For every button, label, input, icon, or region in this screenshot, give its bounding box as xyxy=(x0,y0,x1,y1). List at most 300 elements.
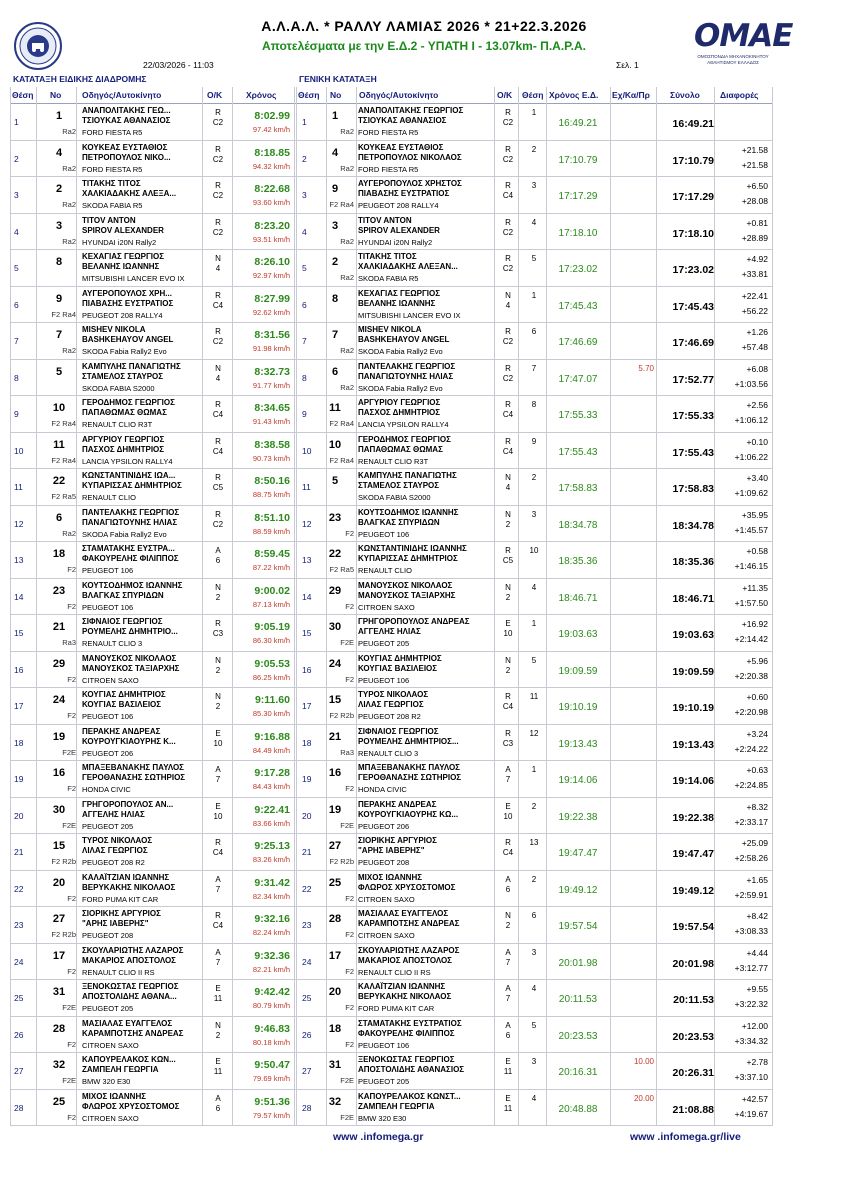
codriver-name: ΚΥΠΑΡΙΣΣΑΣ ΔΗΜΗΤΡΙΟΣ xyxy=(82,481,182,490)
driver-name: ΞΕΝΟΚΩΣΤΑΣ ΓΕΩΡΓΙΟΣ xyxy=(82,982,179,991)
overall-class-label: F2E xyxy=(340,1112,354,1122)
overall-group-letter: E xyxy=(505,619,511,628)
overall-group-letter: E xyxy=(505,801,511,811)
driver-name: ΚΑΛΑΪΤΖΙΑΝ ΙΩΑΝΝΗΣ xyxy=(82,872,170,882)
table-row[interactable] xyxy=(10,360,772,397)
stage-position: 13 xyxy=(14,555,24,565)
table-row[interactable] xyxy=(10,1090,772,1127)
codriver-name: SPIROV ALEXANDER xyxy=(82,225,164,235)
overall-codriver-name: ΠΑΣΧΟΣ ΔΗΜΗΤΡΙΟΣ xyxy=(358,408,441,417)
overall-car-number: 25 xyxy=(328,876,342,889)
stage-time: 9:17.28 xyxy=(254,767,290,779)
class-label: Ra2 xyxy=(62,528,76,538)
overall-driver-name: ΓΡΗΓΟΡΟΠΟΥΛΟΣ ΑΝΔΡΕΑΣ xyxy=(358,617,470,626)
diff-leader: +1:09.62 xyxy=(734,488,768,498)
class-label: F2 xyxy=(67,893,76,903)
class-label: F2E xyxy=(62,1003,76,1012)
overall-group-class: C2 xyxy=(502,227,514,237)
group-class: 7 xyxy=(215,884,221,894)
overall-car-model: PEUGEOT 106 xyxy=(358,675,410,685)
overall-group-class: C2 xyxy=(502,118,514,127)
codriver-name: ΑΓΓΕΛΗΣ ΗΛΙΑΣ xyxy=(82,809,145,819)
total-time: 19:09.59 xyxy=(672,665,714,678)
overall-stage-time: 17:55.43 xyxy=(558,446,598,458)
stage-time: 9:25.13 xyxy=(254,840,290,852)
codriver-name: ΛΙΛΑΣ ΓΕΩΡΓΙΟΣ xyxy=(82,846,148,855)
total-time: 20:11.53 xyxy=(673,994,714,1006)
total-time: 19:47.47 xyxy=(672,848,714,860)
overall-group-class: 4 xyxy=(505,300,511,310)
overall-position: 25 xyxy=(302,993,312,1003)
overall-driver-name: ΣΙΟΡΙΚΗΣ ΑΡΓΥΡΙΟΣ xyxy=(358,836,437,845)
table-row[interactable] xyxy=(10,104,772,141)
overall-car-model: CITROEN SAXO xyxy=(358,894,415,904)
grid-line xyxy=(296,87,297,1126)
table-row[interactable] xyxy=(10,177,772,214)
grid-line xyxy=(494,87,495,1126)
overall-group-letter: R xyxy=(505,327,511,336)
group-class: 2 xyxy=(215,592,221,602)
overall-codriver-name: ΠΙΑΒΑΣΗΣ ΕΥΣΤΡΑΤΙΟΣ xyxy=(358,189,450,198)
table-row[interactable] xyxy=(10,834,772,871)
car-model: PEUGEOT 208 R2 xyxy=(82,858,145,867)
group-letter: R xyxy=(215,400,221,409)
car-model: RENAULT CLIO II RS xyxy=(82,967,155,977)
page-subtitle: Αποτελέσματα με την Ε.Δ.2 - ΥΠΑΤΗ Ι - 13.07km- Π.Α.Ρ.Α. xyxy=(262,39,586,53)
class-position: 9 xyxy=(531,436,537,446)
diff-leader: +21.58 xyxy=(741,159,768,170)
car-number: 4 xyxy=(55,146,63,159)
stage-time: 9:05.19 xyxy=(254,621,290,633)
class-label: F2 Ra4 xyxy=(51,309,76,319)
overall-group-letter: N xyxy=(505,290,511,300)
class-label: F2 Ra4 xyxy=(51,455,76,465)
overall-stage-time: 19:47.47 xyxy=(558,848,598,859)
car-model: LANCIA YPSILON RALLY4 xyxy=(82,456,173,466)
stage-time: 9:50.47 xyxy=(254,1059,290,1071)
overall-driver-name: ΣΤΑΜΑΤΑΚΗΣ ΕΥΣΤΡΑΤΙΟΣ xyxy=(358,1018,462,1028)
stage-time: 8:32.73 xyxy=(254,365,290,378)
stage-position: 27 xyxy=(14,1066,24,1076)
class-position: 6 xyxy=(531,327,537,336)
group-class: C5 xyxy=(212,483,224,492)
codriver-name: ΦΑΚΟΥΡΕΛΗΣ ΦΙΛΙΠΠΟΣ xyxy=(82,554,179,563)
diff-previous: +4.92 xyxy=(746,254,768,264)
group-letter: N xyxy=(215,582,221,592)
stage-position: 12 xyxy=(14,518,24,529)
overall-group-letter: N xyxy=(505,655,511,665)
stage-time: 8:23.20 xyxy=(254,219,290,232)
overall-car-model: PEUGEOT 205 xyxy=(358,1077,410,1086)
overall-driver-name: ΚΩΝΣΤΑΝΤΙΝΙΔΗΣ ΙΩΑΝΝΗΣ xyxy=(358,544,467,553)
car-number: 9 xyxy=(55,292,63,305)
group-letter: N xyxy=(215,692,221,701)
car-number: 17 xyxy=(52,949,66,962)
group-class: C2 xyxy=(212,337,224,346)
group-letter: E xyxy=(215,984,221,993)
driver-name: ΣΙΟΡΙΚΗΣ ΑΡΓΥΡΙΟΣ xyxy=(82,909,161,918)
stage-position: 11 xyxy=(14,482,23,492)
stage-position: 1 xyxy=(14,117,19,127)
car-model: RENAULT CLIO R3T xyxy=(82,420,153,429)
table-row[interactable] xyxy=(10,506,772,543)
overall-driver-name: ΚΕΧΑΓΙΑΣ ΓΕΩΡΓΙΟΣ xyxy=(358,288,441,298)
table-row[interactable] xyxy=(10,433,772,470)
driver-name: ΜΙΧΟΣ ΙΩΑΝΝΗΣ xyxy=(82,1091,147,1101)
col-no: Νο xyxy=(50,90,62,100)
total-time: 19:49.12 xyxy=(672,884,714,897)
class-label: F2 xyxy=(67,674,76,684)
stage-time: 9:32.36 xyxy=(254,949,290,962)
overall-car-number: 9 xyxy=(331,183,339,195)
overall-class-label: Ra2 xyxy=(340,382,354,392)
class-position: 1 xyxy=(531,108,537,117)
overall-car-model: CITROEN SAXO xyxy=(358,931,415,940)
total-time: 18:35.36 xyxy=(672,556,714,568)
diff-previous: +16.92 xyxy=(741,619,768,629)
diff-previous: +1.26 xyxy=(746,327,768,337)
overall-codriver-name: BASHKEHAYOV ANGEL xyxy=(358,335,450,344)
overall-group-class: 2 xyxy=(505,921,511,930)
group-class: 2 xyxy=(215,702,221,711)
col-gen-pos: Θέση xyxy=(298,90,320,100)
overall-position: 6 xyxy=(302,299,307,310)
car-model: MITSUBISHI LANCER EVO IX xyxy=(82,274,185,283)
table-row[interactable] xyxy=(10,725,772,762)
stage-position: 22 xyxy=(14,883,24,894)
overall-car-model: RENAULT CLIO 3 xyxy=(358,748,419,758)
stage-time: 9:32.16 xyxy=(254,913,290,925)
stage-position: 6 xyxy=(14,299,19,310)
group-class: C2 xyxy=(212,519,224,529)
overall-driver-name: ΑΡΓΥΡΙΟΥ ΓΕΩΡΓΙΟΣ xyxy=(358,398,441,407)
overall-group-letter: R xyxy=(505,144,511,154)
overall-class-label: Ra2 xyxy=(340,236,354,246)
grid-line xyxy=(714,87,715,1126)
overall-stage-time: 19:22.38 xyxy=(558,811,598,823)
group-class: 7 xyxy=(215,775,221,784)
table-row[interactable] xyxy=(10,907,772,944)
class-position: 4 xyxy=(531,984,537,993)
driver-name: ΣΤΑΜΑΤΑΚΗΣ ΕΥΣΤΡΑ... xyxy=(82,544,175,553)
table-row[interactable] xyxy=(10,579,772,616)
grid-line xyxy=(232,87,233,1126)
overall-group-class: C2 xyxy=(502,154,514,164)
group-class: 6 xyxy=(215,556,221,565)
overall-position: 28 xyxy=(302,1102,312,1113)
total-time: 20:01.98 xyxy=(672,957,714,970)
stage-time: 9:46.83 xyxy=(254,1022,290,1035)
overall-position: 22 xyxy=(302,883,312,894)
car-number: 15 xyxy=(52,840,66,852)
stage-speed: 80.79 km/h xyxy=(252,1001,290,1010)
overall-driver-name: ΣΙΦΝΑΙΟΣ ΓΕΩΡΓΙΟΣ xyxy=(358,726,439,736)
total-time: 20:23.53 xyxy=(672,1030,714,1043)
total-time: 17:17.29 xyxy=(672,191,714,203)
stage-time: 9:00.02 xyxy=(254,584,290,597)
total-time: 17:55.43 xyxy=(672,446,714,459)
omae-logo-subtitle: ΟΜΟΣΠΟΝΔΙΑ ΜΗΧΑΝΟΚΙΝΗΤΟΥ ΑΘΛΗΤΙΣΜΟΥ ΕΛΛΑΔΟΣ xyxy=(697,54,769,65)
table-row[interactable] xyxy=(10,323,772,360)
total-time: 20:26.31 xyxy=(672,1067,714,1079)
codriver-name: ΡΟΥΜΕΛΗΣ ΔΗΜΗΤΡΙΟ... xyxy=(82,627,178,636)
group-class: 10 xyxy=(213,738,223,748)
stage-position: 26 xyxy=(14,1029,24,1040)
overall-group-class: C4 xyxy=(502,410,514,419)
table-row[interactable] xyxy=(10,688,772,725)
overall-car-number: 19 xyxy=(328,803,342,816)
class-label: F2 Ra4 xyxy=(51,419,76,428)
overall-car-model: RENAULT CLIO xyxy=(358,566,412,575)
driver-name: ΤΙΤΑΚΗΣ ΤΙΤΟΣ xyxy=(82,179,141,188)
codriver-name: ΧΑΛΚΙΑΔΑΚΗΣ ΑΛΕΞΑ... xyxy=(82,189,177,198)
overall-group-letter: R xyxy=(505,838,511,847)
class-label: Ra2 xyxy=(62,200,76,209)
car-number: 10 xyxy=(52,402,66,414)
stage-speed: 88.59 km/h xyxy=(252,526,290,536)
overall-stage-time: 17:18.10 xyxy=(558,227,598,239)
stage-speed: 93.51 km/h xyxy=(252,234,290,244)
driver-name: ΓΡΗΓΟΡΟΠΟΥΛΟΣ ΑΝ... xyxy=(82,799,174,809)
overall-group-letter: R xyxy=(505,436,511,446)
class-label: F2E xyxy=(62,1076,76,1085)
group-letter: R xyxy=(215,436,221,446)
car-number: 6 xyxy=(55,511,63,524)
codriver-name: ΠΑΣΧΟΣ ΔΗΜΗΤΡΙΟΣ xyxy=(82,444,165,454)
overall-stage-time: 17:10.79 xyxy=(558,154,598,166)
codriver-name: ΚΟΥΡΟΥΓΚΙΑΟΥΡΗΣ Κ... xyxy=(82,736,176,746)
penalty-time: 10.00 xyxy=(633,1057,654,1066)
stage-position: 10 xyxy=(14,445,24,456)
class-position: 3 xyxy=(531,181,537,190)
diff-previous: +25.09 xyxy=(741,838,768,848)
car-model: PEUGEOT 208 xyxy=(82,931,134,940)
overall-group-class: 2 xyxy=(505,519,511,529)
overall-classification-title: ΓΕΝΙΚΗ ΚΑΤΑΤΑΞΗ xyxy=(299,74,377,84)
group-class: C2 xyxy=(212,154,224,164)
overall-class-label: F2 xyxy=(345,1039,354,1049)
diff-previous: +12.00 xyxy=(741,1020,768,1031)
overall-car-model: FORD FIESTA R5 xyxy=(358,128,419,137)
class-label: Ra2 xyxy=(62,346,76,355)
class-position: 8 xyxy=(531,400,537,409)
grid-line xyxy=(10,87,11,1126)
class-position: 2 xyxy=(531,144,537,154)
overall-car-model: PEUGEOT 106 xyxy=(358,529,410,539)
class-label: Ra2 xyxy=(62,236,76,246)
overall-group-class: 6 xyxy=(505,1030,511,1040)
class-position: 10 xyxy=(529,546,539,555)
overall-car-model: RENAULT CLIO R3T xyxy=(358,456,429,466)
overall-stage-time: 19:57.54 xyxy=(558,921,598,932)
stage-speed: 87.22 km/h xyxy=(252,563,290,572)
car-model: PEUGEOT 106 xyxy=(82,602,134,612)
driver-name: ΚΑΠΟΥΡΕΛΑΚΟΣ ΚΩΝ... xyxy=(82,1055,176,1064)
diff-leader: +3:34.32 xyxy=(734,1035,768,1046)
overall-group-class: 7 xyxy=(505,957,511,967)
overall-codriver-name: ΚΟΥΓΙΑΣ ΒΑΣΙΛΕΙΟΣ xyxy=(358,663,438,673)
overall-group-class: C2 xyxy=(502,264,514,273)
overall-car-number: 22 xyxy=(328,548,342,560)
overall-stage-time: 17:45.43 xyxy=(558,300,598,312)
car-number: 18 xyxy=(52,548,66,560)
driver-name: ΓΕΡΟΔΗΜΟΣ ΓΕΩΡΓΙΟΣ xyxy=(82,398,175,407)
overall-group-class: C5 xyxy=(502,556,514,565)
table-row[interactable] xyxy=(10,396,772,433)
car-model: CITROEN SAXO xyxy=(82,675,139,685)
penalty-time: 20.00 xyxy=(633,1093,654,1103)
stage-time: 8:34.65 xyxy=(254,402,290,414)
overall-group-letter: A xyxy=(505,947,511,957)
overall-group-letter: A xyxy=(505,874,511,884)
table-row[interactable] xyxy=(10,1017,772,1054)
codriver-name: ΚΟΥΓΙΑΣ ΒΑΣΙΛΕΙΟΣ xyxy=(82,700,162,709)
codriver-name: ΠΑΠΑΘΩΜΑΣ ΘΩΜΑΣ xyxy=(82,408,167,417)
grid-line xyxy=(546,87,547,1126)
stage-position: 28 xyxy=(14,1102,24,1113)
stage-time: 9:42.42 xyxy=(254,986,290,998)
class-position: 5 xyxy=(531,254,537,263)
group-class: 2 xyxy=(215,1030,221,1040)
stage-time: 8:26.10 xyxy=(254,256,290,268)
total-time: 17:18.10 xyxy=(672,227,714,240)
group-letter: R xyxy=(215,290,221,300)
overall-class-label: F2E xyxy=(340,820,354,830)
overall-class-label: Ra2 xyxy=(340,163,354,173)
footer-link-live[interactable]: www .infomega.gr/live xyxy=(630,1131,741,1143)
overall-stage-time: 20:11.53 xyxy=(558,994,598,1005)
diff-previous: +1.65 xyxy=(746,874,768,885)
table-row[interactable] xyxy=(10,214,772,251)
car-number: 24 xyxy=(52,694,66,706)
stage-position: 8 xyxy=(14,372,19,383)
table-row[interactable] xyxy=(10,944,772,981)
stage-speed: 79.69 km/h xyxy=(252,1074,290,1083)
table-row[interactable] xyxy=(10,542,772,579)
group-letter: N xyxy=(215,1020,221,1030)
table-row[interactable] xyxy=(10,250,772,287)
diff-leader: +1:03.56 xyxy=(734,378,768,389)
car-number: 7 xyxy=(55,329,63,341)
table-row[interactable] xyxy=(10,469,772,506)
class-position: 1 xyxy=(531,290,537,300)
overall-car-number: 17 xyxy=(328,949,342,962)
table-row[interactable] xyxy=(10,798,772,835)
overall-driver-name: MISHEV NIKOLA xyxy=(358,325,422,334)
codriver-name: ΠΑΝΑΓΙΩΤΟΥΝΗΣ ΗΛΙΑΣ xyxy=(82,517,178,527)
overall-position: 24 xyxy=(302,956,312,967)
car-model: SKODA FABIA S2000 xyxy=(82,383,155,393)
group-letter: N xyxy=(215,254,221,263)
stage-position: 25 xyxy=(14,993,24,1003)
group-letter: N xyxy=(215,363,221,373)
stage-position: 14 xyxy=(14,591,24,602)
car-number: 25 xyxy=(52,1095,66,1108)
group-class: C2 xyxy=(212,191,224,200)
overall-group-letter: R xyxy=(505,108,511,117)
table-row[interactable] xyxy=(10,1053,772,1090)
group-letter: E xyxy=(215,801,221,811)
overall-position: 13 xyxy=(302,555,312,565)
overall-car-model: SKODA FABIA S2000 xyxy=(358,493,431,502)
overall-group-class: 4 xyxy=(505,483,511,492)
driver-name: ΚΟΥΤΣΟΔΗΜΟΣ ΙΩΑΝΝΗΣ xyxy=(82,580,183,590)
diff-leader: +2:59.91 xyxy=(734,889,768,900)
total-time: 19:10.19 xyxy=(672,702,714,714)
diff-leader: +1:06.12 xyxy=(734,415,768,425)
overall-class-label: F2 xyxy=(345,528,354,538)
group-class: 2 xyxy=(215,665,221,675)
overall-group-letter: R xyxy=(505,181,511,190)
car-model: FORD FIESTA R5 xyxy=(82,164,143,174)
table-row[interactable] xyxy=(10,615,772,652)
overall-codriver-name: ΒΕΡΥΚΑΚΗΣ ΝΙΚΟΛΑΟΣ xyxy=(358,992,452,1001)
stage-time: 8:27.99 xyxy=(254,292,290,305)
overall-position: 1 xyxy=(302,117,307,127)
table-row[interactable] xyxy=(10,761,772,798)
car-model: BMW 320 E30 xyxy=(82,1077,131,1086)
table-row[interactable] xyxy=(10,141,772,178)
overall-group-letter: R xyxy=(505,254,511,263)
group-letter: E xyxy=(215,1057,221,1066)
overall-stage-time: 17:23.02 xyxy=(558,264,598,275)
overall-car-model: LANCIA YPSILON RALLY4 xyxy=(358,420,449,429)
footer-link-infomega[interactable]: www .infomega.gr xyxy=(333,1131,424,1143)
overall-driver-name: ΚΑΛΑΪΤΖΙΑΝ ΙΩΑΝΝΗΣ xyxy=(358,982,446,991)
overall-car-number: 18 xyxy=(328,1022,342,1035)
car-number: 28 xyxy=(52,1022,66,1035)
overall-driver-name: ΓΕΡΟΔΗΜΟΣ ΓΕΩΡΓΙΟΣ xyxy=(358,434,451,444)
overall-driver-name: ΜΑΣΙΑΛΑΣ ΕΥΑΓΓΕΛΟΣ xyxy=(358,909,449,918)
group-letter: A xyxy=(215,546,221,555)
table-row[interactable] xyxy=(10,652,772,689)
diff-previous: +8.32 xyxy=(746,801,768,812)
overall-car-number: 16 xyxy=(328,767,342,779)
codriver-name: ΒΕΡΥΚΑΚΗΣ ΝΙΚΟΛΑΟΣ xyxy=(82,882,176,892)
overall-stage-time: 17:58.83 xyxy=(558,483,598,494)
table-row[interactable] xyxy=(10,287,772,324)
overall-class-label: F2 xyxy=(345,674,354,684)
diff-previous: +0.10 xyxy=(746,436,768,447)
overall-codriver-name: ΖΑΜΠΕΛΗ ΓΕΩΡΓΙΑ xyxy=(358,1101,435,1111)
overall-car-number: 1 xyxy=(331,110,339,122)
car-number: 3 xyxy=(55,219,63,232)
overall-position: 12 xyxy=(302,518,312,529)
class-position: 2 xyxy=(531,473,537,482)
overall-position: 2 xyxy=(302,153,307,164)
overall-codriver-name: "ΑΡΗΣ ΙΑΒΕΡΗΣ" xyxy=(358,846,425,855)
overall-codriver-name: ΒΕΛΑΝΗΣ ΙΩΑΝΝΗΣ xyxy=(358,298,436,308)
diff-previous: +3.24 xyxy=(746,728,768,739)
table-row[interactable] xyxy=(10,980,772,1017)
overall-car-model: PEUGEOT 206 xyxy=(358,821,410,831)
overall-group-letter: E xyxy=(505,1057,511,1066)
table-row[interactable] xyxy=(10,871,772,908)
stage-position: 15 xyxy=(14,628,24,638)
codriver-name: ΚΑΡΑΜΠΟΤΣΗΣ ΑΝΔΡΕΑΣ xyxy=(82,1028,184,1038)
overall-position: 26 xyxy=(302,1029,312,1040)
total-time: 17:55.33 xyxy=(672,410,714,422)
overall-class-label: F2 xyxy=(345,893,354,903)
grid-line xyxy=(36,87,37,1126)
stage-position: 20 xyxy=(14,810,24,821)
grid-line xyxy=(202,87,203,1126)
group-letter: R xyxy=(215,327,221,336)
overall-car-number: 4 xyxy=(331,146,339,159)
class-label: F2E xyxy=(62,820,76,830)
car-number: 21 xyxy=(52,621,66,633)
diff-leader: +2:24.22 xyxy=(734,743,768,754)
